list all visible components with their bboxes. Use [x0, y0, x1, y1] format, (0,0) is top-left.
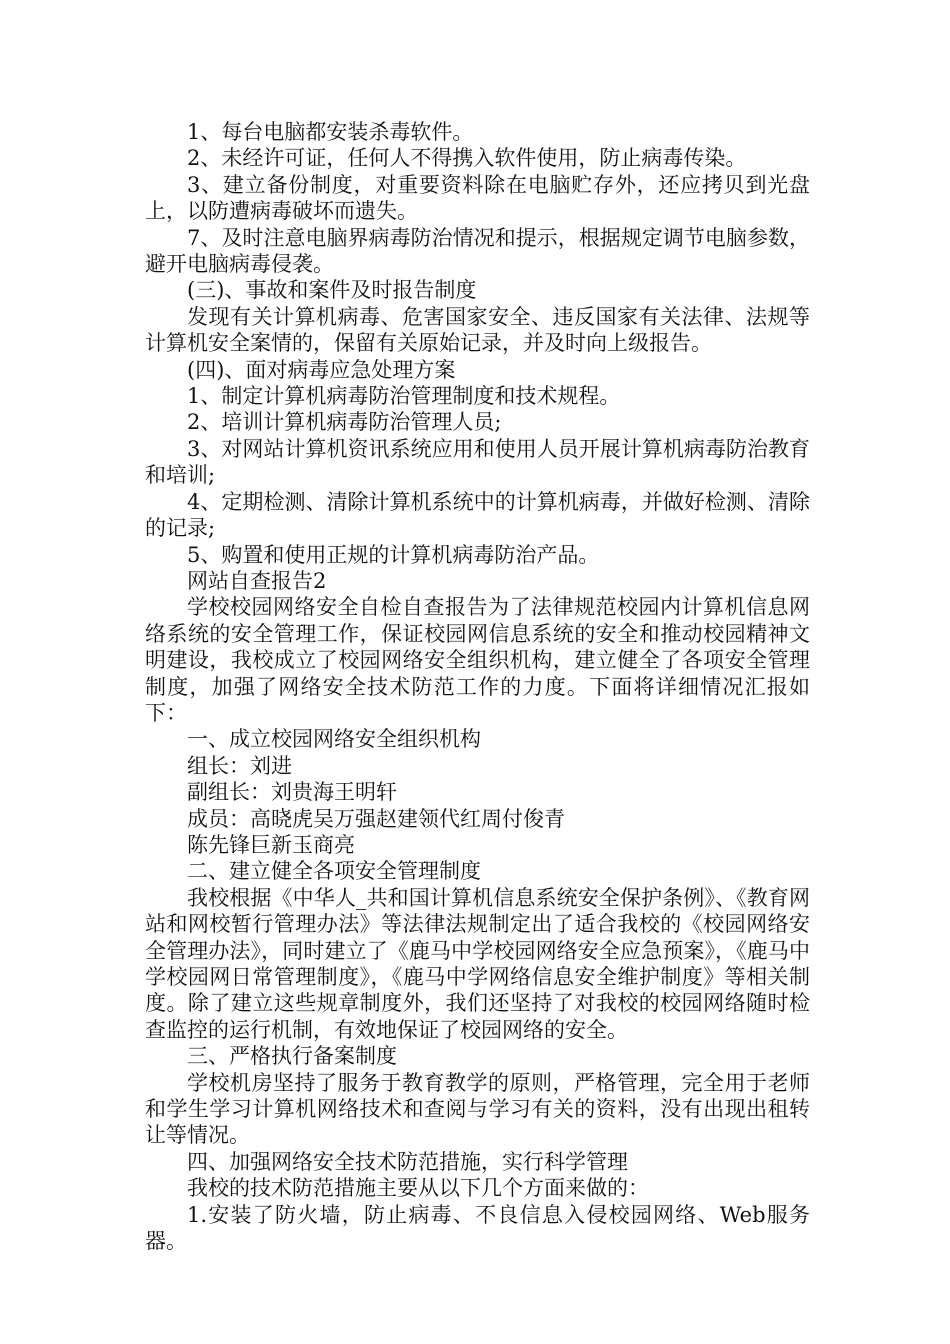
section-heading: 四、加强网络安全技术防范措施，实行科学管理: [187, 1149, 628, 1174]
paragraph: 2、培训计算机病毒防治管理人员;: [187, 410, 502, 435]
paragraph: 2、未经许可证，任何人不得携入软件使用，防止病毒传染。: [187, 146, 747, 171]
paragraph: 学校机房坚持了服务于教育教学的原则，严格管理，完全用于老师和学生学习计算机网络技术和查阅与学习有关的资料，没有出现出租转让等情况。: [145, 1070, 810, 1148]
section-heading: (三)、事故和案件及时报告制度: [187, 278, 477, 303]
paragraph: 学校校园网络安全自检自查报告为了法律规范校园内计算机信息网络系统的安全管理工作，保证校园网信息系统的安全和推动校园精神文明建设，我校成立了校园网络安全组织机构，建立健全了各项安全管理制度，加强了网络安全技术防范工作的力度。下面将详细情况汇报如下：: [145, 595, 810, 725]
paragraph: 我校根据《中华人_共和国计算机信息系统安全保护条例》、《教育网站和网校暂行管理办法》等法律法规制定出了适合我校的《校园网络安全管理办法》，同时建立了《鹿马中学校园网络安全应急预案》，《鹿马中学校园网日常管理制度》，《鹿马中学网络信息安全维护制度》等相关制度。除了建立这些规章制度外，我们还坚持了对我校的校园网络随时检查监控的运行机制，有效地保证了校园网络的安全。: [145, 885, 810, 1042]
paragraph: 4、定期检测、清除计算机系统中的计算机病毒，并做好检测、清除的记录;: [145, 489, 810, 541]
report-title: 网站自查报告2: [187, 568, 327, 593]
paragraph: 组长：刘进: [187, 753, 292, 778]
paragraph: 3、对网站计算机资讯系统应用和使用人员开展计算机病毒防治教育和培训;: [145, 436, 810, 488]
section-heading: 二、建立健全各项安全管理制度: [187, 859, 481, 884]
paragraph: 副组长：刘贵海王明轩: [187, 780, 397, 805]
paragraph: 发现有关计算机病毒、危害国家安全、违反国家有关法律、法规等计算机安全案情的，保留有关原始记录，并及时向上级报告。: [145, 304, 810, 356]
paragraph: 成员：高晓虎吴万强赵建领代红周付俊青: [187, 806, 565, 831]
paragraph: 5、购置和使用正规的计算机病毒防治产品。: [187, 542, 600, 567]
paragraph: 1、制定计算机病毒防治管理制度和技术规程。: [187, 384, 621, 409]
paragraph: 1.安装了防火墙，防止病毒、不良信息入侵校园网络、Web服务器。: [145, 1202, 810, 1254]
paragraph: 陈先锋巨新玉商亮: [187, 832, 355, 857]
section-heading: (四)、面对病毒应急处理方案: [187, 357, 456, 382]
paragraph: 1、每台电脑都安装杀毒软件。: [187, 120, 474, 144]
document-body: [145, 119, 810, 1254]
section-heading: 一、成立校园网络安全组织机构: [187, 727, 481, 752]
paragraph: 3、建立备份制度，对重要资料除在电脑贮存外，还应拷贝到光盘上，以防遭病毒破坏而遗失。: [145, 172, 810, 224]
section-heading: 三、严格执行备案制度: [187, 1044, 397, 1069]
paragraph: 7、及时注意电脑界病毒防治情况和提示，根据规定调节电脑参数，避开电脑病毒侵袭。: [145, 225, 810, 277]
paragraph: 我校的技术防范措施主要从以下几个方面来做的：: [187, 1176, 649, 1201]
